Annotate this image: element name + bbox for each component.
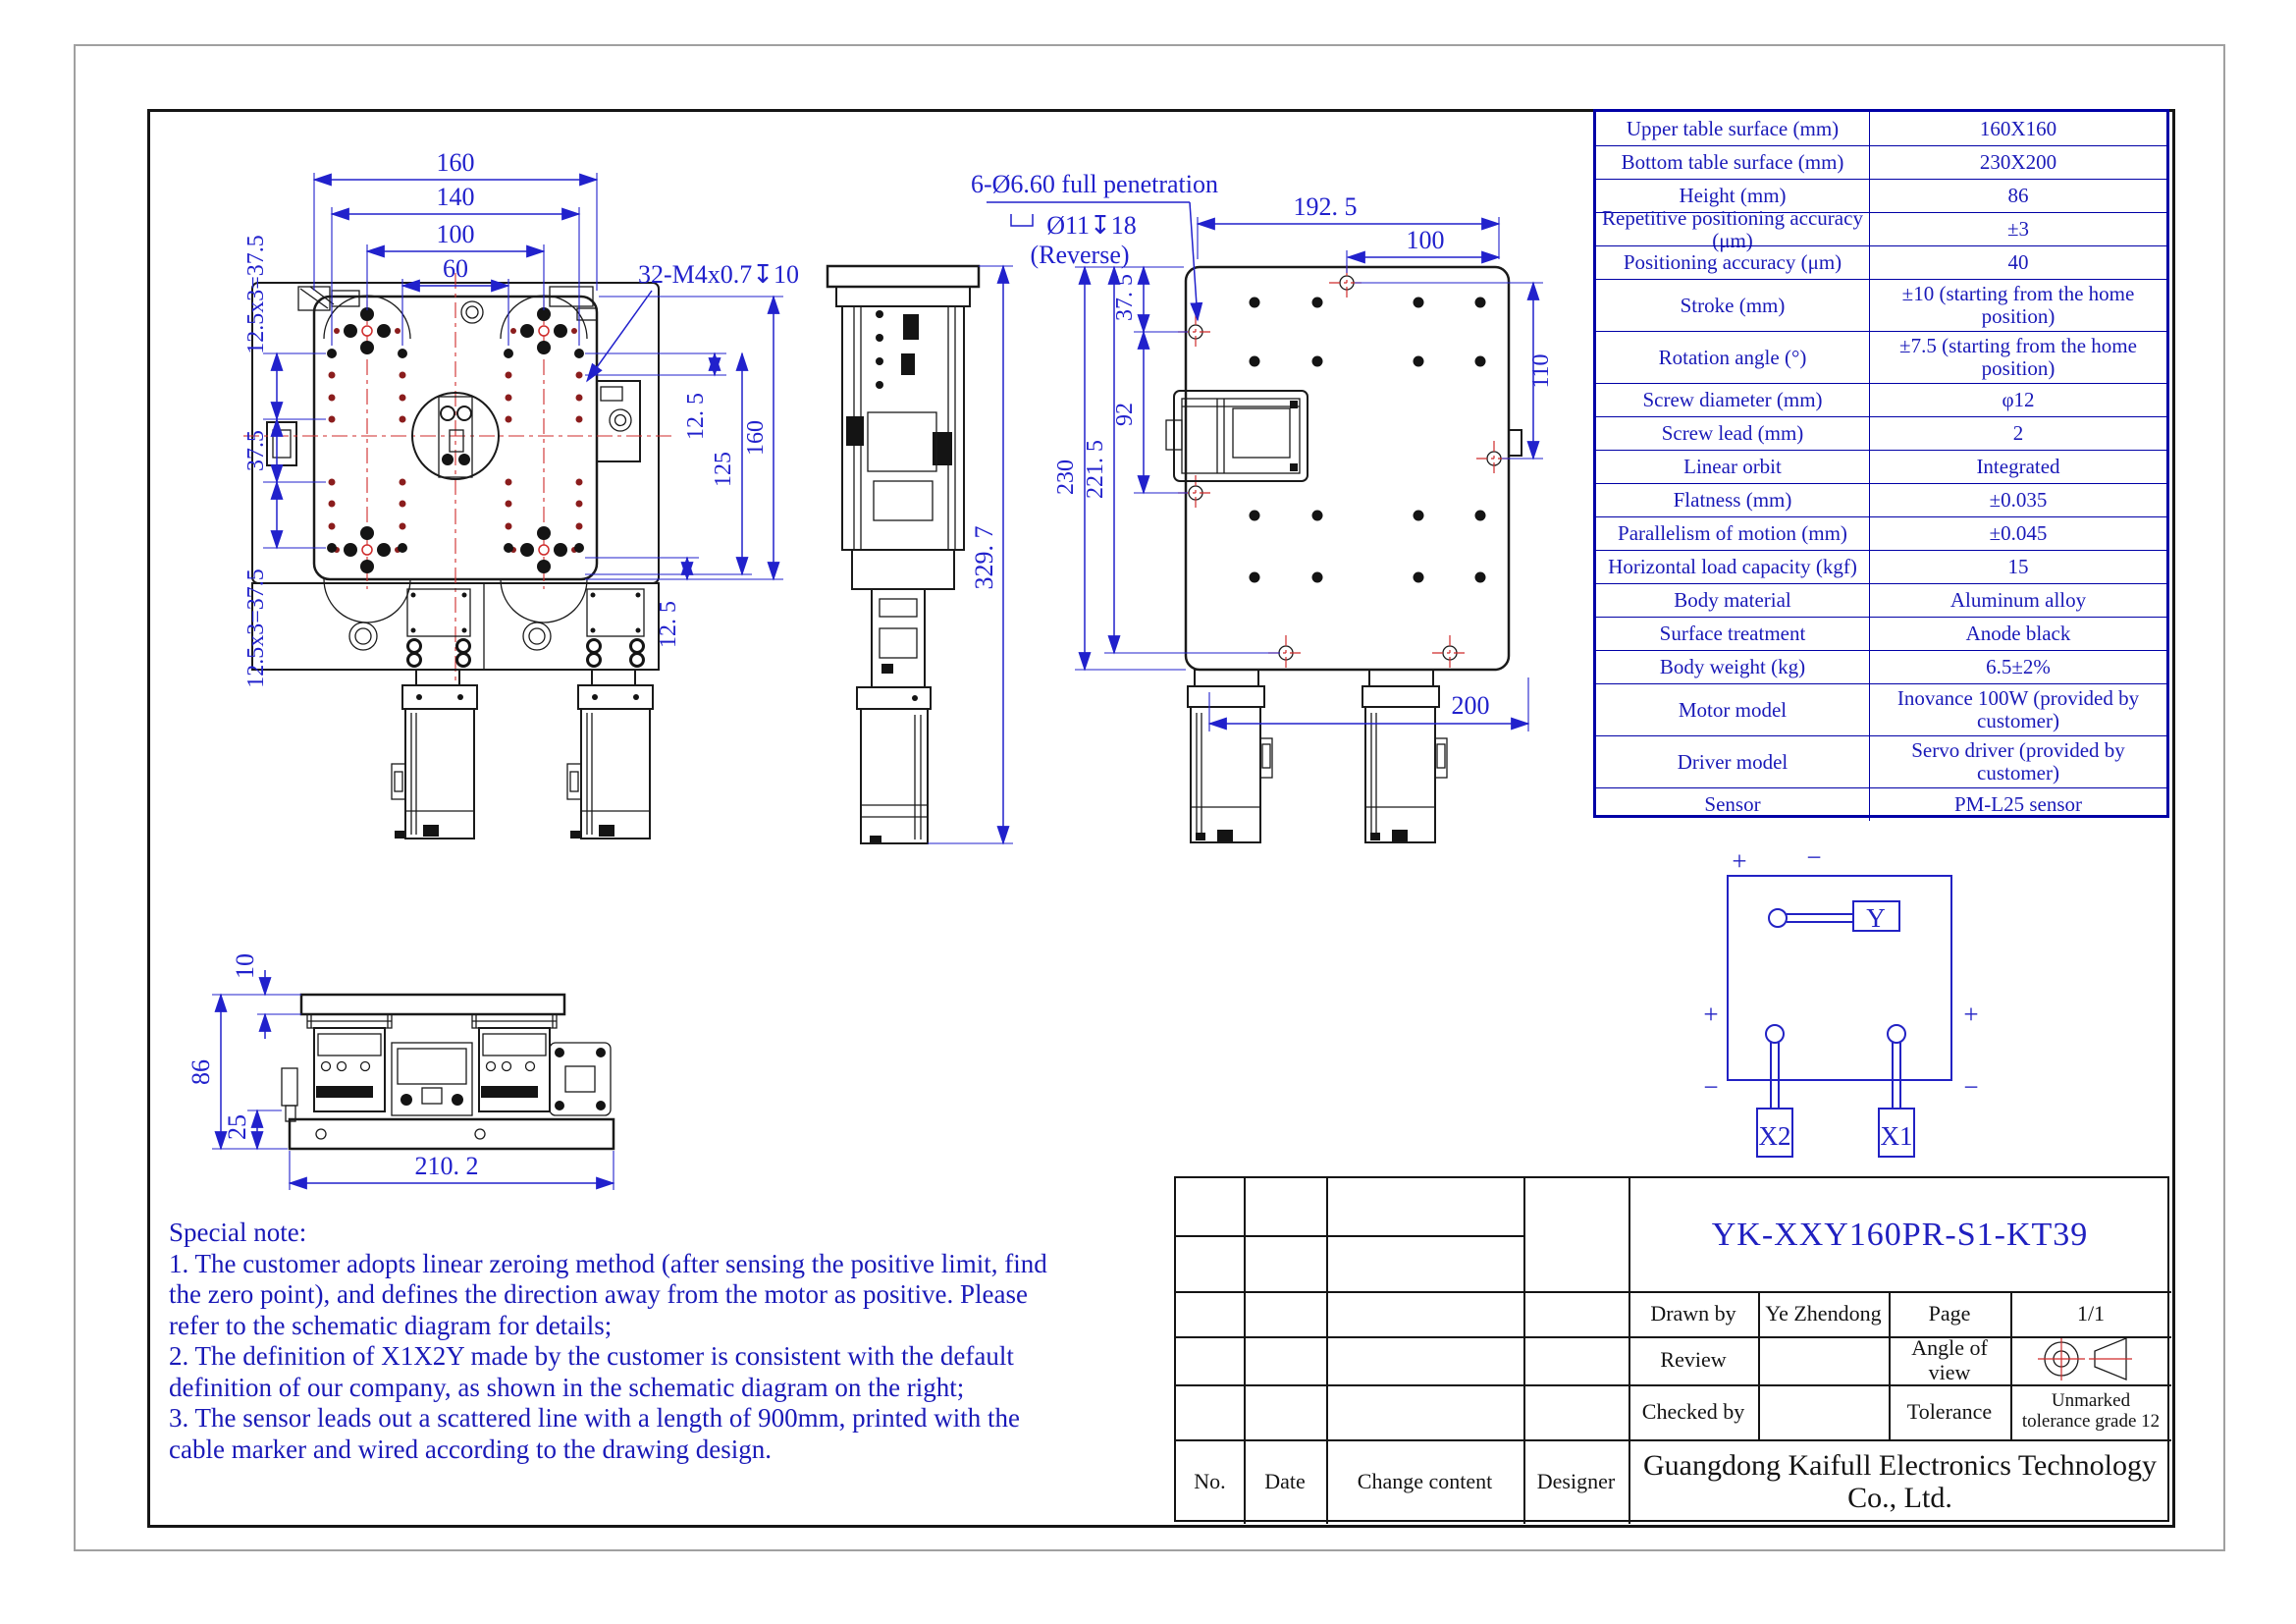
note-line: definition of our company, as shown in the schematic diagram on the right; xyxy=(169,1372,965,1402)
dim-230: 230 xyxy=(1053,460,1079,495)
date-column-label: Date xyxy=(1264,1468,1306,1493)
note-line: 3. The sensor leads out a scattered line with a length of 900mm, printed with the xyxy=(169,1403,1021,1433)
dim-r12a: 12. 5 xyxy=(683,393,709,440)
plate-holes xyxy=(1250,298,1486,583)
table-row: Screw lead (mm) 2 xyxy=(1596,416,2166,450)
dim-r125: 125 xyxy=(711,452,736,487)
note-line: 2. The definition of X1X2Y made by the customer is consistent with the default xyxy=(169,1341,1014,1371)
dim-221-5: 221. 5 xyxy=(1083,440,1108,499)
dim-140: 140 xyxy=(436,183,475,211)
dim-160: 160 xyxy=(436,148,475,177)
title-block xyxy=(1174,1176,2169,1522)
dim-10: 10 xyxy=(231,953,259,979)
dim-left-mid: 37.5 xyxy=(243,430,269,471)
dim-60: 60 xyxy=(443,254,468,283)
counterbore-symbol xyxy=(1011,214,1033,226)
dim-110: 110 xyxy=(1528,353,1554,389)
dim-37-5: 37. 5 xyxy=(1112,274,1138,321)
table-row: Positioning accuracy (μm) 40 xyxy=(1596,245,2166,279)
note-line: cable marker and wired according to the drawing design. xyxy=(169,1434,773,1464)
table-row: Parallelism of motion (mm) ±0.045 xyxy=(1596,516,2166,550)
checked-by-label: Checked by xyxy=(1641,1398,1745,1424)
dim-100: 100 xyxy=(436,220,475,248)
sign-plus-top: + xyxy=(1732,846,1747,876)
table-row: Repetitive positioning accuracy (μm) ±3 xyxy=(1596,212,2166,245)
note-line: refer to the schematic diagram for details; xyxy=(169,1310,613,1340)
axis-x1-label: X1 xyxy=(1880,1121,1913,1151)
drawn-by-value: Ye Zhendong xyxy=(1765,1300,1882,1326)
axis-schematic xyxy=(1703,842,1978,1157)
sign-plus-left: + xyxy=(1703,1000,1719,1029)
table-row: Driver model Servo driver (provided by customer) xyxy=(1596,735,2166,787)
dim-25: 25 xyxy=(223,1114,251,1140)
table-row: Stroke (mm) ±10 (starting from the home position) xyxy=(1596,279,2166,331)
tolerance-value: Unmarked tolerance grade 12 xyxy=(2021,1390,2161,1432)
dim-r12b: 12. 5 xyxy=(656,601,681,648)
callout-line2: Ø11↧18 xyxy=(1046,211,1137,240)
spec-table xyxy=(1593,109,2169,818)
review-label: Review xyxy=(1660,1347,1727,1373)
table-row: Motor model Inovance 100W (provided by customer) xyxy=(1596,683,2166,735)
table-row: Screw diameter (mm) φ12 xyxy=(1596,383,2166,416)
table-row: Rotation angle (°) ±7.5 (starting from the home position) xyxy=(1596,331,2166,383)
drawing-number: YK-XXY160PR-S1-KT39 xyxy=(1711,1216,2089,1253)
drawn-by-label: Drawn by xyxy=(1650,1300,1736,1326)
view-side-elevation xyxy=(187,953,614,1190)
angle-of-view-label: Angle of view xyxy=(1911,1335,1988,1384)
change-content-label: Change content xyxy=(1357,1468,1493,1493)
motor-right-plan xyxy=(1362,670,1447,842)
dim-86: 86 xyxy=(187,1059,215,1085)
note-line: the zero point), and defines the direction away from the motor as positive. Please xyxy=(169,1279,1028,1309)
table-row: Linear orbit Integrated xyxy=(1596,450,2166,483)
motor-right xyxy=(567,670,653,839)
designer-column-label: Designer xyxy=(1536,1468,1616,1493)
page-value: 1/1 xyxy=(2076,1300,2106,1326)
tolerance-label: Tolerance xyxy=(1906,1398,1993,1424)
page-label: Page xyxy=(1928,1300,1971,1326)
dim-100b: 100 xyxy=(1406,226,1445,254)
table-row: Horizontal load capacity (kgf) 15 xyxy=(1596,550,2166,583)
axis-y-label: Y xyxy=(1866,903,1886,933)
dim-192-5: 192. 5 xyxy=(1293,192,1358,221)
sign-minus-left: − xyxy=(1703,1072,1719,1102)
sign-plus-right: + xyxy=(1963,1000,1979,1029)
table-row: Bottom table surface (mm) 230X200 xyxy=(1596,145,2166,179)
table-row: Flatness (mm) ±0.035 xyxy=(1596,483,2166,516)
table-row: Upper table surface (mm) 160X160 xyxy=(1596,112,2166,145)
thread-callout: 32-M4x0.7↧10 xyxy=(637,260,800,289)
callout-line1: 6-Ø6.60 full penetration xyxy=(971,170,1218,198)
view-bottom-plate xyxy=(971,170,1554,842)
dim-left-bot: 12.5x3=37.5 xyxy=(243,568,269,688)
dim-210-2: 210. 2 xyxy=(414,1152,479,1180)
table-row: Body material Aluminum alloy xyxy=(1596,583,2166,617)
note-title: Special note: xyxy=(169,1218,307,1247)
sign-minus-right: − xyxy=(1963,1072,1979,1102)
table-row: Body weight (kg) 6.5±2% xyxy=(1596,650,2166,683)
dim-200: 200 xyxy=(1451,691,1490,720)
callout-line3: (Reverse) xyxy=(1030,241,1130,269)
dim-92: 92 xyxy=(1112,403,1138,426)
sign-minus-top: − xyxy=(1806,842,1822,872)
note-line: 1. The customer adopts linear zeroing method (after sensing the positive limit, find xyxy=(169,1248,1047,1278)
company-name: Guangdong Kaifull Electronics Technology Co., Ltd. xyxy=(1642,1449,2158,1514)
view-top-plan xyxy=(243,148,799,839)
motor-left-plan xyxy=(1188,670,1272,842)
special-note xyxy=(169,1218,1190,1465)
table-row: Sensor PM-L25 sensor xyxy=(1596,787,2166,821)
table-row: Height (mm) 86 xyxy=(1596,179,2166,212)
counterbore-holes xyxy=(1178,265,1512,671)
motor-left xyxy=(392,670,477,839)
dim-left-top: 12.5x3=37.5 xyxy=(243,235,269,354)
table-row: Surface treatment Anode black xyxy=(1596,617,2166,650)
dim-r160: 160 xyxy=(743,420,769,456)
axis-x2-label: X2 xyxy=(1758,1121,1791,1151)
no-column-label: No. xyxy=(1194,1468,1226,1493)
dim-overall-height: 329. 7 xyxy=(970,525,998,590)
view-front-elevation xyxy=(828,266,1013,843)
